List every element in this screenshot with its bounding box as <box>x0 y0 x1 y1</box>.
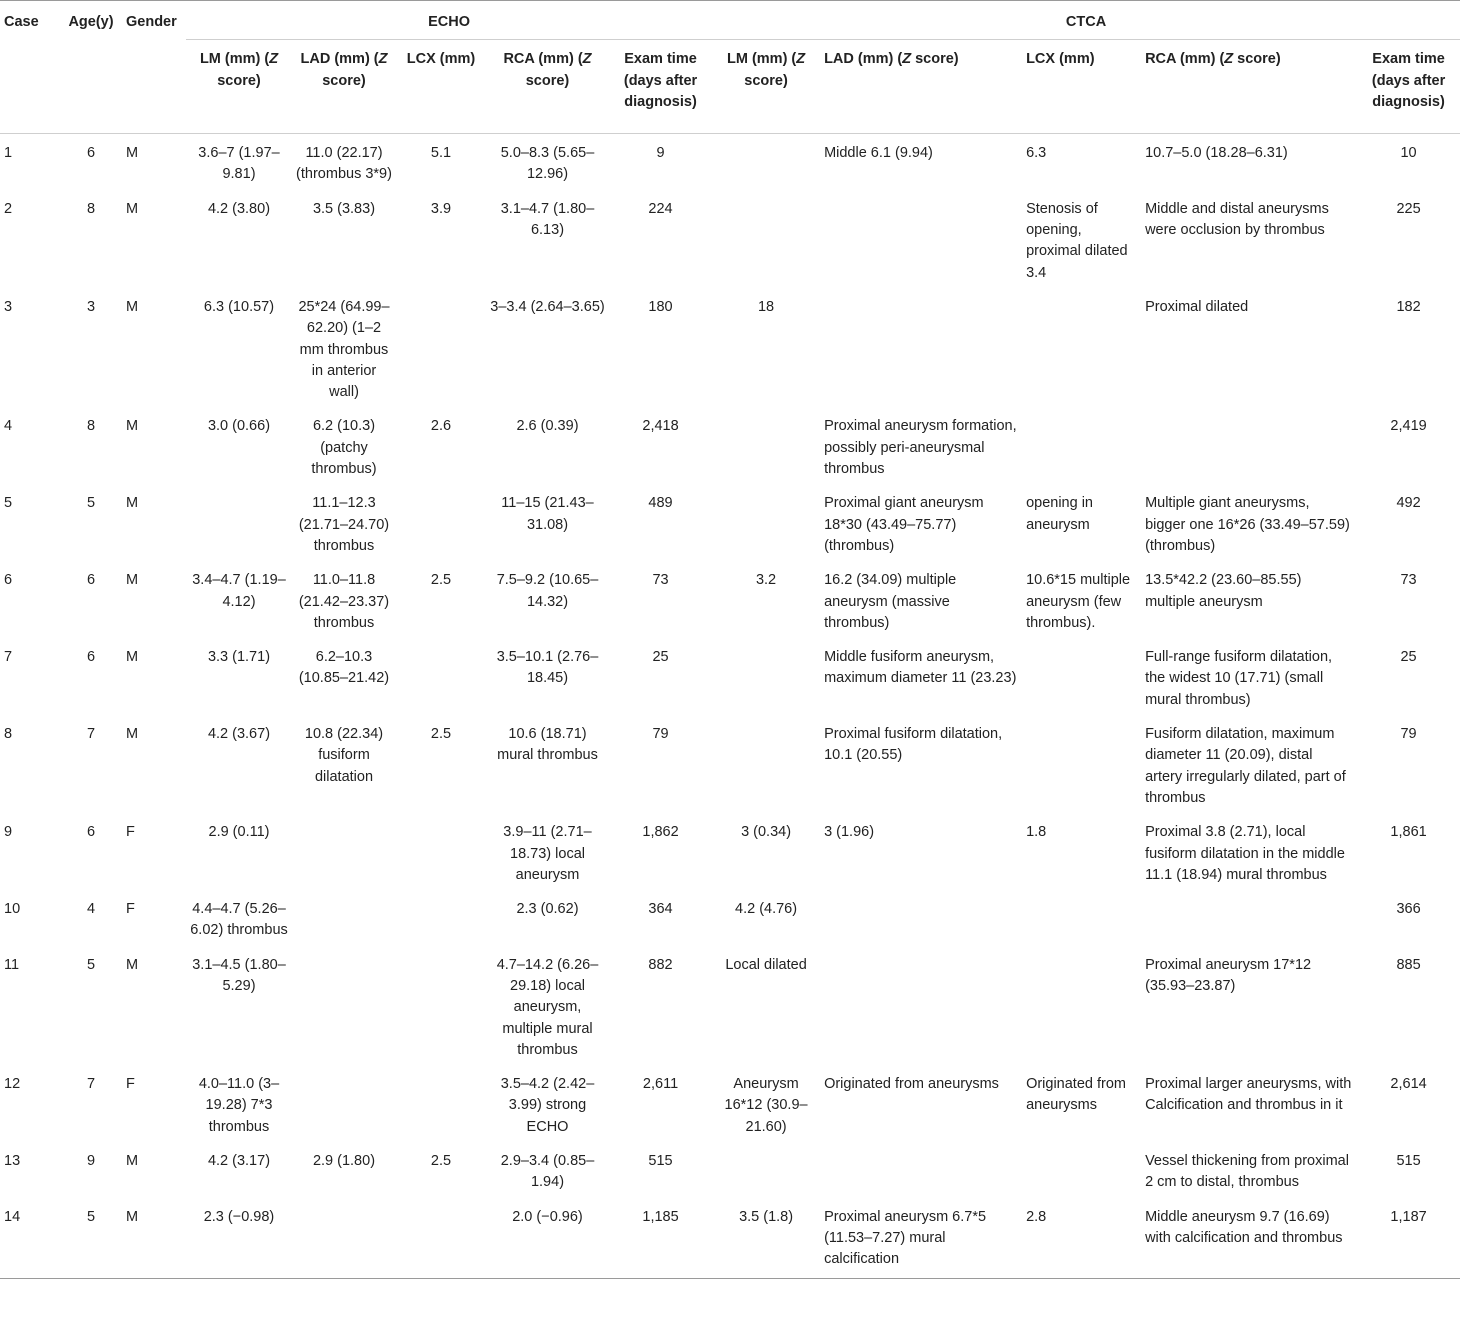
cell-echo-exam-time: 2,418 <box>642 418 679 435</box>
cell-case: 6 <box>4 572 13 589</box>
table-row <box>0 287 1460 406</box>
header-ctca-rca: RCA (mm) (Z score) <box>1145 51 1281 68</box>
header-echo-group: ECHO <box>186 1 712 40</box>
cell-echo-exam-time: 180 <box>648 298 673 315</box>
cell-echo-lm: 6.3 (10.57) <box>203 298 275 315</box>
cell-ctca-exam-time: 1,187 <box>1390 1208 1427 1225</box>
cell-echo-lcx <box>396 1064 486 1141</box>
cell-ctca-lcx: opening in aneurysm <box>1026 495 1093 533</box>
header-ctca-group: CTCA <box>712 1 1460 40</box>
cell-ctca-rca: 13.5*42.2 (23.60–85.55) multiple aneurysm <box>1145 572 1302 610</box>
cell-echo-exam-time: 79 <box>652 726 669 743</box>
cell-case: 3 <box>4 298 13 315</box>
cell-ctca-exam-time: 10 <box>1400 145 1417 162</box>
cell-ctca-rca: Proximal aneurysm 17*12 (35.93–23.87) <box>1145 956 1312 994</box>
cell-echo-lcx: 2.5 <box>430 572 452 589</box>
cell-gender: M <box>126 1208 139 1225</box>
cell-ctca-lad <box>820 1141 1022 1197</box>
table-row <box>0 406 1460 483</box>
table-row <box>0 483 1460 560</box>
cell-echo-lad: 11.1–12.3 (21.71–24.70) thrombus <box>298 495 390 554</box>
cell-ctca-lad <box>820 287 1022 406</box>
cell-case: 8 <box>4 726 13 743</box>
cell-ctca-rca: Fusiform dilatation, maximum diameter 11 (20.09), distal artery irregularly dilated, part of thrombus <box>1145 726 1346 806</box>
cell-echo-lcx: 5.1 <box>430 145 452 162</box>
table-body <box>0 134 1460 1278</box>
cell-ctca-rca: 10.7–5.0 (18.28–6.31) <box>1145 145 1288 162</box>
cell-age: 5 <box>86 1208 96 1225</box>
cell-case: 4 <box>4 418 13 435</box>
cell-gender: M <box>126 145 139 162</box>
cell-ctca-lad: Proximal giant aneurysm 18*30 (43.49–75.77) (thrombus) <box>824 495 984 554</box>
cell-age: 7 <box>86 726 96 743</box>
cell-age: 3 <box>86 298 96 315</box>
header-age: Age(y) <box>68 14 114 30</box>
header-column-row <box>0 40 1460 134</box>
table-row <box>0 560 1460 637</box>
cell-echo-rca: 3.5–10.1 (2.76–18.45) <box>496 649 599 687</box>
table-row <box>0 889 1460 945</box>
cell-echo-exam-time: 364 <box>648 901 673 918</box>
cell-ctca-rca: Proximal 3.8 (2.71), local fusiform dilatation in the middle 11.1 (18.94) mural thrombus <box>1145 824 1345 883</box>
cell-ctca-lcx <box>1022 714 1141 812</box>
header-case: Case <box>4 14 39 30</box>
cell-ctca-lm: Aneurysm 16*12 (30.9–21.60) <box>724 1076 808 1135</box>
cell-ctca-lm <box>712 406 820 483</box>
cell-ctca-lm: 3 (0.34) <box>741 824 792 841</box>
cell-echo-exam-time: 882 <box>648 956 673 973</box>
cell-echo-lm: 4.2 (3.80) <box>207 200 271 217</box>
cell-gender: M <box>126 200 139 217</box>
cell-ctca-lm: 18 <box>757 298 775 315</box>
cell-echo-exam-time: 73 <box>652 572 669 589</box>
cell-ctca-lcx: 10.6*15 multiple aneurysm (few thrombus). <box>1026 572 1131 631</box>
cell-ctca-lcx <box>1022 287 1141 406</box>
header-echo-lm: LM (mm) (Z score) <box>199 51 279 89</box>
cell-ctca-rca: Vessel thickening from proximal 2 cm to distal, thrombus <box>1145 1153 1349 1191</box>
header-echo-rca: RCA (mm) (Z score) <box>503 51 592 89</box>
cell-echo-lcx <box>396 637 486 714</box>
cell-ctca-rca: Multiple giant aneurysms, bigger one 16*26 (33.49–57.59) (thrombus) <box>1145 495 1350 554</box>
cell-gender: M <box>126 298 139 315</box>
cell-ctca-lm: 3.2 <box>755 572 777 589</box>
cell-ctca-lad <box>820 945 1022 1064</box>
cell-age: 6 <box>86 145 96 162</box>
cell-echo-rca: 10.6 (18.71) mural thrombus <box>497 726 598 764</box>
header-echo-lad: LAD (mm) (Z score) <box>300 51 388 89</box>
cell-ctca-exam-time: 366 <box>1396 901 1421 918</box>
cell-echo-rca: 5.0–8.3 (5.65–12.96) <box>500 145 595 183</box>
cell-ctca-exam-time: 73 <box>1400 572 1417 589</box>
cell-ctca-lad <box>820 889 1022 945</box>
cell-ctca-lcx <box>1022 1141 1141 1197</box>
cell-ctca-lm <box>712 1141 820 1197</box>
cell-echo-lm: 2.3 (−0.98) <box>203 1208 275 1225</box>
cell-echo-rca: 4.7–14.2 (6.26–29.18) local aneurysm, multiple mural thrombus <box>496 956 599 1058</box>
cell-ctca-exam-time: 2,614 <box>1390 1076 1427 1093</box>
cell-age: 8 <box>86 200 96 217</box>
cell-age: 8 <box>86 418 96 435</box>
cell-case: 5 <box>4 495 13 512</box>
cell-gender: F <box>126 824 135 841</box>
header-gender: Gender <box>126 14 177 30</box>
cell-echo-rca: 2.0 (−0.96) <box>512 1208 583 1225</box>
table-row <box>0 1197 1460 1278</box>
cell-echo-lad: 10.8 (22.34) fusiform dilatation <box>304 726 384 785</box>
cell-echo-lm: 3.3 (1.71) <box>207 649 271 666</box>
cell-ctca-lm <box>712 714 820 812</box>
cell-case: 1 <box>4 145 13 162</box>
cell-echo-lad: 11.0–11.8 (21.42–23.37) thrombus <box>298 572 390 631</box>
cell-echo-lcx <box>396 483 486 560</box>
cell-case: 7 <box>4 649 13 666</box>
cell-echo-exam-time: 2,611 <box>642 1076 679 1093</box>
cell-echo-lcx <box>396 889 486 945</box>
cell-ctca-lcx: Originated from aneurysms <box>1026 1076 1126 1114</box>
cell-echo-lm: 3.1–4.5 (1.80–5.29) <box>192 956 286 994</box>
cell-echo-rca: 2.6 (0.39) <box>516 418 579 435</box>
cell-ctca-lad: 16.2 (34.09) multiple aneurysm (massive thrombus) <box>824 572 957 631</box>
cell-age: 7 <box>86 1076 96 1093</box>
cell-case: 13 <box>4 1153 21 1170</box>
cell-ctca-lcx: 1.8 <box>1026 824 1047 841</box>
header-ctca-exam-time: Exam time (days after diagnosis) <box>1371 51 1446 110</box>
cell-echo-rca: 3.5–4.2 (2.42–3.99) strong ECHO <box>500 1076 595 1135</box>
cell-case: 14 <box>4 1208 21 1225</box>
cell-ctca-rca: Proximal larger aneurysms, with Calcification and thrombus in it <box>1145 1076 1352 1114</box>
table-row <box>0 812 1460 889</box>
cell-echo-lm: 4.2 (3.67) <box>207 726 271 743</box>
cell-echo-lad: 11.0 (22.17) (thrombus 3*9) <box>296 145 392 183</box>
cell-ctca-rca: Middle and distal aneurysms were occlusion by thrombus <box>1145 200 1329 239</box>
cell-ctca-lad: Middle 6.1 (9.94) <box>824 145 933 162</box>
table-row <box>0 945 1460 1064</box>
cell-case: 2 <box>4 200 13 217</box>
cell-echo-lm <box>186 483 292 560</box>
cell-ctca-lm <box>712 189 820 287</box>
table-row <box>0 714 1460 812</box>
cell-ctca-lcx <box>1022 406 1141 483</box>
header-ctca-lm: LM (mm) (Z score) <box>727 51 806 89</box>
header-group-row <box>0 1 1460 40</box>
cell-echo-rca: 2.3 (0.62) <box>516 901 579 918</box>
cell-case: 11 <box>4 956 20 973</box>
cell-echo-rca: 11–15 (21.43–31.08) <box>501 495 594 533</box>
cell-echo-rca: 2.9–3.4 (0.85–1.94) <box>500 1153 595 1191</box>
cell-ctca-exam-time: 492 <box>1396 495 1421 512</box>
table-row <box>0 134 1460 189</box>
cell-age: 6 <box>86 824 96 841</box>
cell-ctca-lcx: 6.3 <box>1026 145 1047 162</box>
cell-echo-lcx <box>396 945 486 1064</box>
cell-echo-lad <box>292 945 396 1064</box>
cell-echo-lad <box>292 1064 396 1141</box>
cell-ctca-rca: Full-range fusiform dilatation, the widest 10 (17.71) (small mural thrombus) <box>1145 649 1333 708</box>
header-ctca-lcx: LCX (mm) <box>1026 51 1095 68</box>
cell-age: 5 <box>86 956 96 973</box>
table-header <box>0 1 1460 134</box>
cell-ctca-exam-time: 182 <box>1396 298 1421 315</box>
cell-case: 12 <box>4 1076 21 1093</box>
cell-age: 4 <box>86 901 96 918</box>
cell-echo-lm: 4.4–4.7 (5.26–6.02) thrombus <box>190 901 288 939</box>
cell-ctca-exam-time: 25 <box>1400 649 1417 666</box>
cell-ctca-lad: Originated from aneurysms <box>824 1076 999 1093</box>
cell-echo-exam-time: 25 <box>652 649 669 666</box>
cell-echo-lad <box>292 1197 396 1278</box>
cell-gender: F <box>126 901 135 918</box>
cell-echo-lm: 3.4–4.7 (1.19–4.12) <box>192 572 286 610</box>
cell-ctca-lcx: Stenosis of opening, proximal dilated 3.4 <box>1026 200 1128 281</box>
cell-echo-lcx: 3.9 <box>430 200 452 217</box>
cell-echo-lad: 6.2–10.3 (10.85–21.42) <box>298 649 390 687</box>
cell-ctca-exam-time: 515 <box>1396 1153 1421 1170</box>
cell-ctca-rca: Proximal dilated <box>1145 298 1249 315</box>
cell-ctca-exam-time: 225 <box>1396 200 1421 217</box>
cell-ctca-lad: 3 (1.96) <box>824 824 875 841</box>
cell-gender: M <box>126 495 139 512</box>
cell-echo-exam-time: 9 <box>656 145 665 162</box>
cell-echo-rca: 3–3.4 (2.64–3.65) <box>490 298 605 315</box>
cell-gender: M <box>126 1153 139 1170</box>
cell-case: 10 <box>4 901 21 918</box>
header-echo-exam-time: Exam time (days after diagnosis) <box>623 51 698 110</box>
cell-ctca-lm: 3.5 (1.8) <box>739 1208 794 1225</box>
cell-echo-exam-time: 1,862 <box>642 824 679 841</box>
cell-echo-lad <box>292 889 396 945</box>
cell-ctca-rca <box>1141 406 1357 483</box>
cell-echo-lcx: 2.5 <box>430 726 452 743</box>
cell-echo-lm: 4.0–11.0 (3–19.28) 7*3 thrombus <box>198 1076 280 1135</box>
cell-echo-rca: 3.1–4.7 (1.80–6.13) <box>500 200 595 239</box>
header-echo-lcx: LCX (mm) <box>406 51 476 68</box>
cell-ctca-lad: Proximal aneurysm formation, possibly peri-aneurysmal thrombus <box>824 418 1017 478</box>
cell-ctca-exam-time: 79 <box>1400 726 1417 743</box>
cell-ctca-lm <box>712 134 820 189</box>
cell-gender: M <box>126 956 139 973</box>
cell-ctca-lm <box>712 637 820 714</box>
table-row <box>0 1064 1460 1141</box>
cell-echo-lm: 2.9 (0.11) <box>208 824 270 841</box>
cell-ctca-exam-time: 2,419 <box>1390 418 1427 435</box>
cell-ctca-rca: Middle aneurysm 9.7 (16.69) with calcification and thrombus <box>1145 1208 1343 1246</box>
cell-case: 9 <box>4 824 13 841</box>
cell-echo-lm: 3.6–7 (1.97–9.81) <box>198 145 280 183</box>
cell-echo-lad: 25*24 (64.99–62.20) (1–2 mm thrombus in anterior wall) <box>298 298 390 401</box>
cell-echo-lcx <box>396 287 486 406</box>
cell-ctca-lad: Middle fusiform aneurysm, maximum diameter 11 (23.23) <box>824 649 1017 687</box>
cell-echo-lm: 3.0 (0.66) <box>207 418 271 435</box>
table-row <box>0 637 1460 714</box>
cell-ctca-lcx <box>1022 637 1141 714</box>
cell-ctca-lm: Local dilated <box>725 956 807 973</box>
cell-echo-rca: 3.9–11 (2.71–18.73) local aneurysm <box>503 824 592 883</box>
cell-age: 9 <box>86 1153 96 1170</box>
cell-echo-exam-time: 489 <box>648 495 673 512</box>
cell-echo-lcx <box>396 812 486 889</box>
cell-ctca-lcx <box>1022 889 1141 945</box>
table-row <box>0 189 1460 287</box>
cell-gender: F <box>126 1076 135 1093</box>
cell-echo-lcx <box>396 1197 486 1278</box>
cell-gender: M <box>126 418 139 435</box>
cell-ctca-lad: Proximal aneurysm 6.7*5 (11.53–7.27) mural calcification <box>824 1208 987 1268</box>
cell-ctca-lm: 4.2 (4.76) <box>735 901 798 918</box>
cell-echo-lad <box>292 812 396 889</box>
cell-ctca-lad: Proximal fusiform dilatation, 10.1 (20.55) <box>824 726 1003 764</box>
cell-echo-lcx: 2.5 <box>430 1153 452 1170</box>
cell-ctca-exam-time: 1,861 <box>1390 824 1427 841</box>
cell-echo-exam-time: 1,185 <box>642 1208 679 1225</box>
cell-gender: M <box>126 726 139 743</box>
header-ctca-lad: LAD (mm) (Z score) <box>824 51 959 68</box>
cell-echo-exam-time: 515 <box>648 1153 673 1170</box>
cell-ctca-lm <box>712 483 820 560</box>
cell-gender: M <box>126 649 139 666</box>
cell-ctca-rca <box>1141 889 1357 945</box>
cell-echo-lad: 2.9 (1.80) <box>312 1153 376 1170</box>
cell-age: 5 <box>86 495 96 512</box>
cell-ctca-lcx: 2.8 <box>1026 1208 1047 1225</box>
cell-ctca-lcx <box>1022 945 1141 1064</box>
cell-echo-lcx: 2.6 <box>430 418 452 435</box>
cell-echo-lad: 6.2 (10.3) (patchy thrombus) <box>311 418 377 478</box>
cell-echo-rca: 7.5–9.2 (10.65–14.32) <box>496 572 599 610</box>
cell-gender: M <box>126 572 139 589</box>
cell-ctca-exam-time: 885 <box>1396 956 1421 973</box>
cell-echo-lad: 3.5 (3.83) <box>312 200 376 217</box>
table-row <box>0 1141 1460 1197</box>
cell-age: 6 <box>86 649 96 666</box>
cell-ctca-lad <box>820 189 1022 287</box>
cell-echo-exam-time: 224 <box>648 200 673 217</box>
cell-age: 6 <box>86 572 96 589</box>
cell-echo-lm: 4.2 (3.17) <box>207 1153 271 1170</box>
